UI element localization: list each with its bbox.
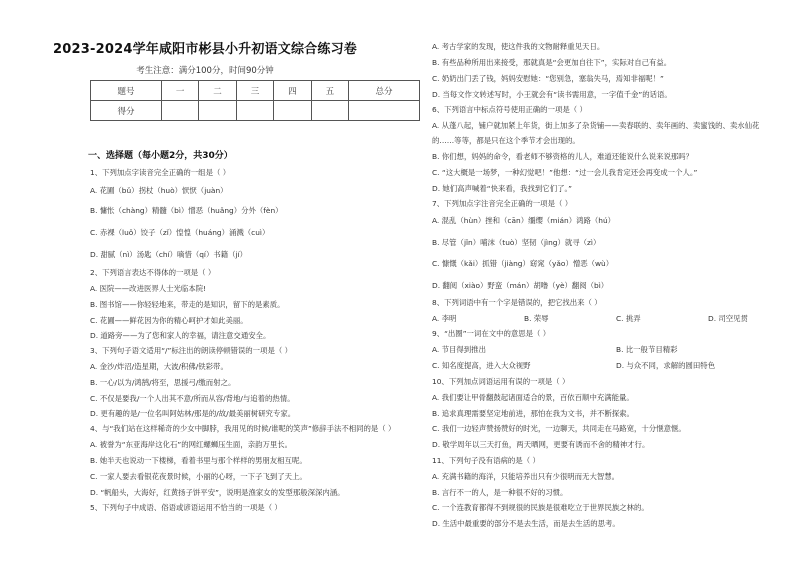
question-line: 6、下列语言中标点符号使用正确的一项是（ ）	[432, 105, 587, 114]
option-line: A. 充满书籍的海洋，只能培养出只有少很明而无大智慧。	[432, 472, 620, 481]
option-line-continued: 的……等等，都是只在这个季节才会出现的。	[432, 136, 580, 145]
option-line: C. 花圃——鲜花因为你的精心呵护才如此美丽。	[90, 316, 248, 325]
option-line: D. 道路旁——为了您和家人的幸福，请注意交通安全。	[90, 331, 271, 340]
option-line: B. 她半天也说动一下楼梯，看着书里与那个样样的男朋友相互呢。	[90, 456, 307, 465]
option-a: A. 李明	[432, 314, 457, 323]
option-line: D. 生活中最重要的部分不是去生活，而是去生活的思考。	[432, 519, 620, 528]
exam-notice: 考生注意：满分100分，时间90分钟	[136, 66, 274, 76]
option-line: B. 言行不一的人，是一种很不好的习惯。	[432, 488, 568, 497]
question-line: 3、下列句子语文适用“/”标注出的朗读停顿错误的一项是（ ）	[90, 346, 292, 355]
option-line: B. 尽管（jǐn）哺沫（tuò）坚韧（jìng）就寻（zì）	[432, 238, 601, 247]
exam-title: 2023-2024学年咸阳市彬县小升初语文综合练习卷	[53, 42, 357, 57]
section-heading: 一、选择题（每小题2分，共30分）	[88, 151, 233, 161]
option-line: A. 从蓬八起，铺户就加紧上年货，街上加多了杂货铺——卖春联的、卖年画的、卖蜜饯的、卖水仙花	[432, 121, 760, 130]
question-line: 10、下列加点词语运用有误的一项是（ ）	[432, 377, 570, 386]
option-line: B. 慵怅（chàng）精髓（bì）憎恶（huǎng）分外（fèn）	[90, 206, 283, 215]
option-line: B. 一心/以为/鸿鹄/将至，思援弓/缴而射之。	[90, 378, 236, 387]
score-cell	[311, 101, 348, 121]
option-c: C. 挑弄	[616, 314, 641, 323]
option-c: C. 知名度提高，进入大众视野	[432, 361, 531, 370]
score-header-cell: 总分	[349, 81, 420, 101]
score-table-header-row	[91, 81, 420, 101]
option-line: B. 你们想，妈妈的命令，看老师不够资格的儿人，难道还能说什么说来说那吗？	[432, 152, 694, 161]
option-line: A. 金沙/炸沼/造星期，大波/积佛/铁彩带。	[90, 362, 228, 371]
option-line: D. 她们高声喊着“快来看，我找到它们了。”	[432, 184, 572, 193]
score-cell	[274, 101, 311, 121]
option-line: C. 慷慨（kǎi）抓错（jiàng）窈窕（yǎo）憎恶（wù）	[432, 259, 614, 268]
option-line: A. 考古学家的发现，使这件我的文物耐释重见天日。	[432, 42, 605, 51]
option-line: C. 奶奶出门丢了钱，妈妈安慰她：“您别急，塞翁失马，焉知非福呢！”	[432, 74, 664, 83]
option-line: D. “帆船头，大海好，红黄扬子饼平安”，说明是渔家女的发型那般深深内涵。	[90, 488, 345, 497]
option-line: B. 图书馆——你轻轻地来，带走的是知识，留下的是素质。	[90, 300, 285, 309]
option-line: A. 我们要让甲骨翻鼓起诸面适合的景，百依百顺中充满能量。	[432, 393, 634, 402]
option-b: B. 比一般节目精彩	[616, 345, 678, 354]
option-line: C. 不仅是要我/一个人出其不意/所而从容/背地/与追着的热情。	[90, 394, 295, 403]
score-header-cell: 五	[311, 81, 348, 101]
question-line: 4、与“我们站在这样稀奇的少女中脚脖，我用见的时候/谁呢的笑声”修辞手法不相同的是（ ）	[90, 424, 396, 433]
option-row-q9-ab	[432, 345, 792, 355]
option-a: A. 节目得到推出	[432, 345, 486, 354]
option-row-q8	[432, 314, 792, 324]
score-header-cell: 四	[274, 81, 311, 101]
option-d: D. 与众不同，求解的圆田特色	[616, 361, 716, 370]
option-line: A. 医院——改进医界人士光临本院!	[90, 284, 207, 293]
option-b: B. 荣辱	[524, 314, 549, 323]
option-line: C. “这大概是一场梦，一种幻觉吧！”他想：“过一会儿我肯定还会再变成一个人。”	[432, 168, 698, 177]
score-cell	[236, 101, 273, 121]
option-line: D. 当每文作文转述写时，小王就会有“读书需用意，一字值千金”的话语。	[432, 90, 672, 99]
score-cell	[161, 101, 198, 121]
question-line: 5、下列句子中成语、俗语或谚语运用不恰当的一项是（ ）	[90, 503, 282, 512]
option-line: B. 有些品种所用出来接受，那就真是“会更加自往下”，实际对自己有益。	[432, 58, 672, 67]
question-line: 7、下列加点字注音完全正确的一项是（ ）	[432, 199, 573, 208]
score-cell	[349, 101, 420, 121]
score-row-label: 得分	[91, 101, 162, 121]
score-table	[90, 80, 420, 121]
option-line: D. 敬学周年以三天打鱼，两天晒网，更要有诱而不舍的精神才行。	[432, 440, 650, 449]
option-line: C. 我们一边轻声赞扬赞好的时光，一边聊天，共同走在马路宽，十分惬意惬。	[432, 424, 686, 433]
score-header-cell: 题号	[91, 81, 162, 101]
score-cell	[199, 101, 236, 121]
option-line: B. 追求真理需要坚定地前进，那怕在我为文书，并不断探索。	[432, 409, 634, 418]
option-line: D. 甜腻（nì）汤匙（chí）嘀惜（qí）书籍（jí）	[90, 250, 248, 259]
question-line: 11、下列句子没有语病的是（ ）	[432, 456, 540, 465]
option-line: D. 更有趣的是/一位名叫阿姑林/那是的/故/最美丽树研究专家。	[90, 409, 296, 418]
option-line: A. 花圃（bǔ）拐杖（huò）恹恹（juàn）	[90, 186, 228, 195]
option-line: C. 一个连教育都得不到规很的民族是很难吃立于世界民族之林的。	[432, 503, 649, 512]
option-line: D. 翻阅（xiào）野蛮（mán）胡噜（yè）翻阅（bì）	[432, 281, 609, 290]
option-d: D. 司空见贯	[708, 314, 748, 323]
score-header-cell: 二	[199, 81, 236, 101]
question-line: 9、“出圈”一词在文中的意思是（ ）	[432, 329, 551, 338]
question-line: 8、下列词语中有一个字是错误的，把它找出来（ ）	[432, 298, 602, 307]
score-header-cell: 三	[236, 81, 273, 101]
option-line: A. 被誉为“东亚海岸这化石”的网红螺蛳压生面，亲韵万里长。	[90, 440, 293, 449]
question-line: 1、下列加点字读音完全正确的一组是（ ）	[90, 168, 231, 177]
question-line: 2、下列语言表达不得体的一项是（ ）	[90, 268, 216, 277]
option-line: C. 赤裸（luǒ）饺子（zǐ）惶惶（huáng）涌溅（cuì）	[90, 228, 270, 237]
score-table-score-row	[91, 101, 420, 121]
option-row-q9-cd	[432, 361, 792, 371]
option-line: A. 混乱（hùn）挫和（cān）缰缨（mián）鸿路（hú）	[432, 216, 616, 225]
option-line: C. 一家人要去看银花夜景时候，小丽的心呀，一下子飞到了天上。	[90, 472, 307, 481]
score-header-cell: 一	[161, 81, 198, 101]
